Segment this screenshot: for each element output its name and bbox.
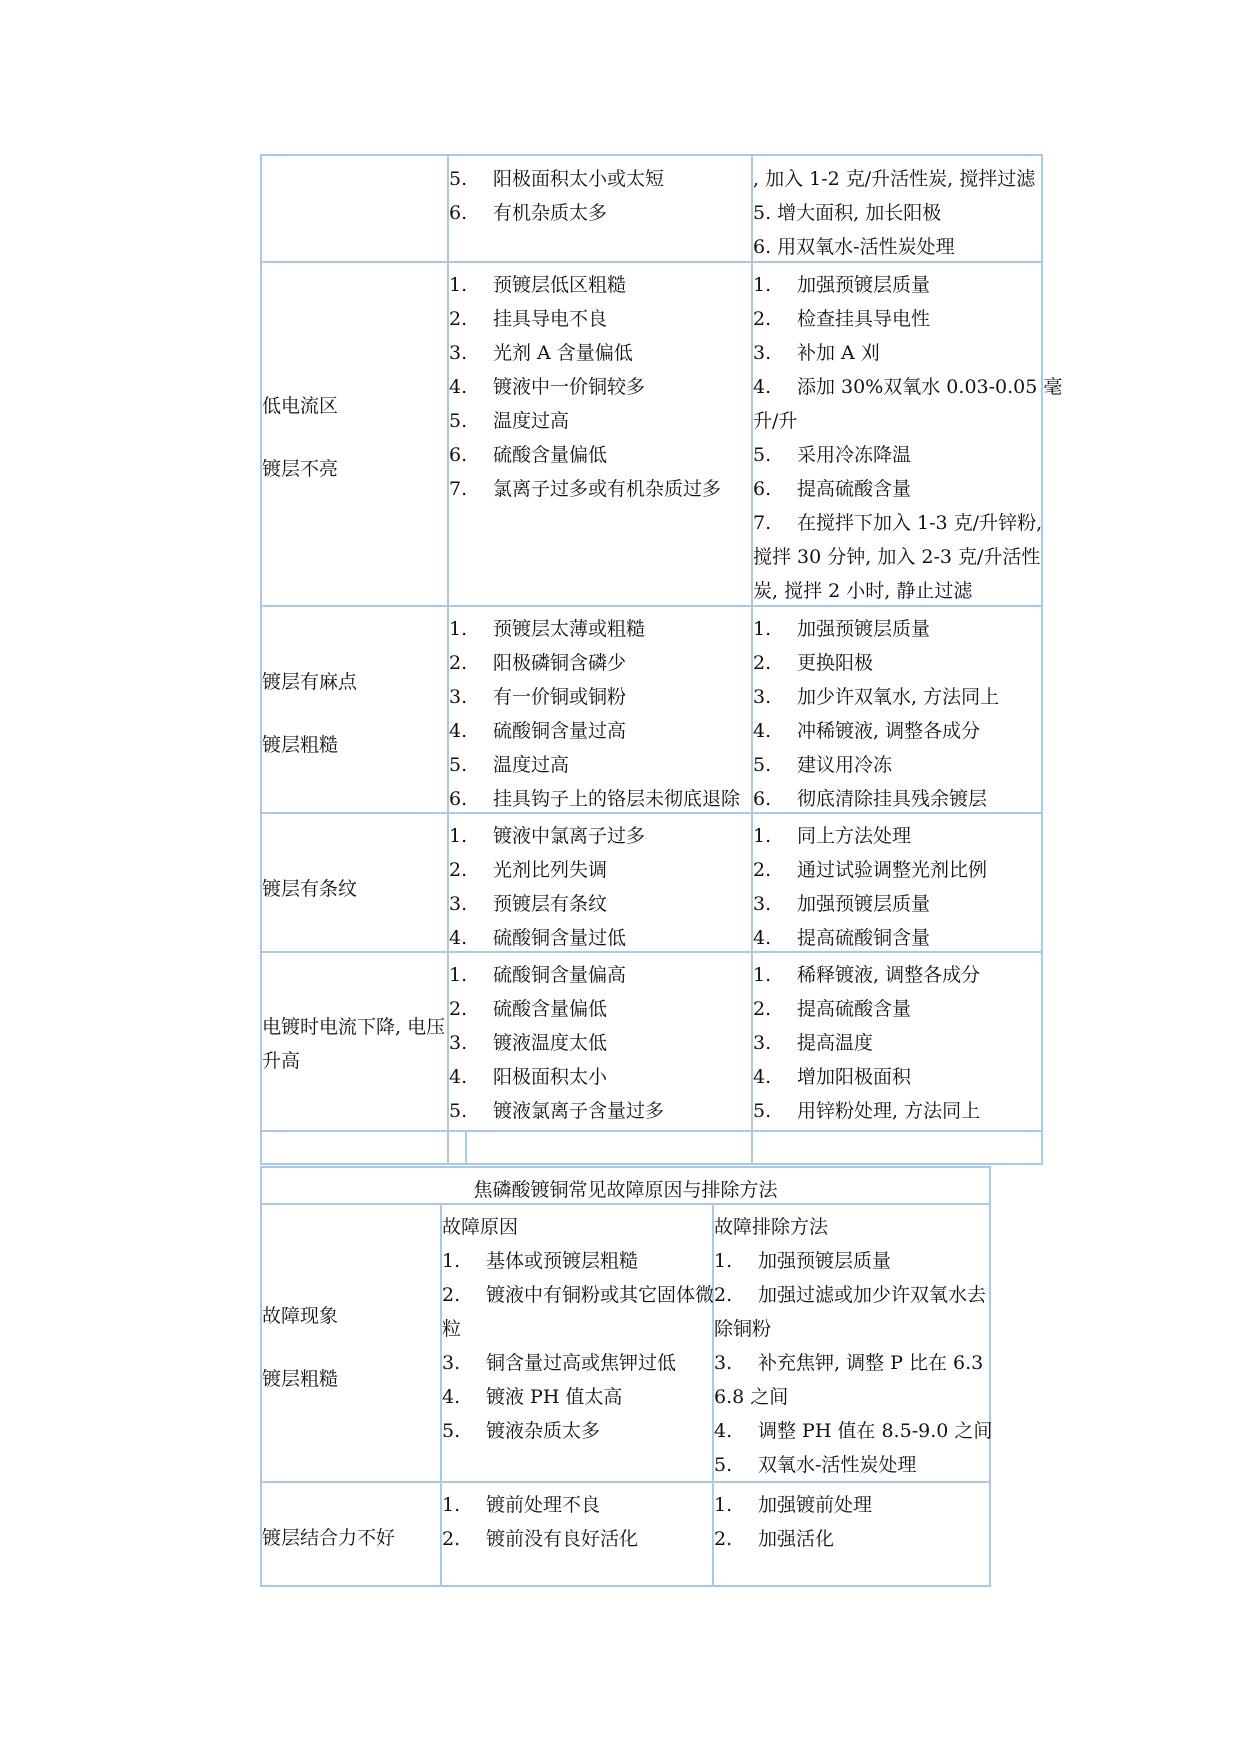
table2-header-causes: 故障原因 bbox=[442, 1216, 519, 1238]
remedy-line: 5. 双氧水-活性炭处理 bbox=[714, 1454, 917, 1476]
cause-line: 3. 预镀层有条纹 bbox=[449, 893, 608, 915]
table1-row2-causes bbox=[449, 612, 740, 816]
remedy-line: 2. 加强过滤或加少许双氧水去 bbox=[714, 1284, 987, 1306]
table1-row4-remedies bbox=[753, 958, 980, 1128]
table1-row0-causes bbox=[449, 162, 664, 230]
remedy-line: 5. 用锌粉处理, 方法同上 bbox=[753, 1100, 981, 1122]
table1-row-divider bbox=[260, 1130, 1043, 1132]
table2-row0-remedies bbox=[714, 1244, 992, 1482]
cause-line: 5. 温度过高 bbox=[449, 754, 570, 776]
remedy-line: 4. 添加 30%双氧水 0.03-0.05 毫 bbox=[753, 376, 1063, 398]
cause-line: 1. 镀前处理不良 bbox=[442, 1494, 601, 1516]
cause-line: 2. 光剂比列失调 bbox=[449, 859, 608, 881]
table2-title: 焦磷酸镀铜常见故障原因与排除方法 bbox=[473, 1179, 778, 1201]
remedy-line: 6.8 之间 bbox=[714, 1386, 789, 1408]
cause-line: 1. 基体或预镀层粗糙 bbox=[442, 1250, 639, 1272]
remedy-line: 2. 检查挂具导电性 bbox=[753, 308, 931, 330]
remedy-line: 5. 采用冷冻降温 bbox=[753, 444, 912, 466]
cause-line: 4. 阳极面积太小 bbox=[449, 1066, 608, 1088]
cause-line: 4. 镀液中一价铜较多 bbox=[449, 376, 646, 398]
remedy-line: 2. 更换阳极 bbox=[753, 652, 874, 674]
table1-row4-causes bbox=[449, 958, 664, 1128]
cause-line: 5. 镀液杂质太多 bbox=[442, 1420, 601, 1442]
remedy-line: , 加入 1-2 克/升活性炭, 搅拌过滤 bbox=[753, 168, 1036, 190]
cause-line: 6. 有机杂质太多 bbox=[449, 202, 608, 224]
remedy-line: 除铜粉 bbox=[714, 1318, 772, 1340]
remedy-line: 4. 调整 PH 值在 8.5-9.0 之间 bbox=[714, 1420, 993, 1442]
remedy-line: 5. 增大面积, 加长阳极 bbox=[753, 202, 942, 224]
table1-row3-causes bbox=[449, 819, 645, 955]
cause-line: 3. 光剂 A 含量偏低 bbox=[449, 342, 633, 364]
table1-row2-symptom-1: 镀层有麻点 bbox=[262, 671, 358, 693]
cause-line: 6. 硫酸含量偏低 bbox=[449, 444, 608, 466]
table1-row1-symptom-2: 镀层不亮 bbox=[262, 458, 339, 480]
remedy-line: 1. 同上方法处理 bbox=[753, 825, 912, 847]
remedy-line: 2. 加强活化 bbox=[714, 1528, 835, 1550]
remedy-line: 炭, 搅拌 2 小时, 静止过滤 bbox=[753, 580, 973, 602]
cause-line: 4. 镀液 PH 值太高 bbox=[442, 1386, 623, 1408]
remedy-line: 4. 提高硫酸铜含量 bbox=[753, 927, 931, 949]
cause-line: 粒 bbox=[442, 1318, 462, 1340]
table2-row0-symptom-2: 镀层粗糙 bbox=[262, 1368, 339, 1390]
remedy-line: 4. 增加阳极面积 bbox=[753, 1066, 912, 1088]
table1-row2-symptom-2: 镀层粗糙 bbox=[262, 734, 339, 756]
remedy-line: 7. 在搅拌下加入 1-3 克/升锌粉, bbox=[753, 512, 1043, 534]
remedy-line: 1. 加强预镀层质量 bbox=[753, 618, 931, 640]
table1-row0-remedies bbox=[753, 162, 1035, 264]
table2-row1-symptom: 镀层结合力不好 bbox=[262, 1527, 396, 1549]
table1-row1-symptom-1: 低电流区 bbox=[262, 395, 339, 417]
remedy-line: 4. 冲稀镀液, 调整各成分 bbox=[753, 720, 981, 742]
cause-line: 7. 氯离子过多或有机杂质过多 bbox=[449, 478, 722, 500]
cause-line: 3. 镀液温度太低 bbox=[449, 1032, 608, 1054]
cause-line: 1. 硫酸铜含量偏高 bbox=[449, 964, 627, 986]
table1-row1-remedies bbox=[753, 268, 1062, 608]
table2-row0-causes bbox=[442, 1244, 714, 1448]
table1-row3-symptom: 镀层有条纹 bbox=[262, 878, 358, 900]
remedy-line: 1. 加强镀前处理 bbox=[714, 1494, 873, 1516]
remedy-line: 3. 补加 A 刈 bbox=[753, 342, 880, 364]
cause-line: 3. 有一价铜或铜粉 bbox=[449, 686, 627, 708]
remedy-line: 6. 彻底清除挂具残余镀层 bbox=[753, 788, 988, 810]
cause-line: 5. 温度过高 bbox=[449, 410, 570, 432]
cause-line: 6. 挂具钩子上的铬层未彻底退除 bbox=[449, 788, 741, 810]
remedy-line: 1. 加强预镀层质量 bbox=[753, 274, 931, 296]
remedy-line: 3. 提高温度 bbox=[753, 1032, 874, 1054]
table2-row1-remedies bbox=[714, 1488, 872, 1556]
table1-row2-remedies bbox=[753, 612, 999, 816]
cause-line: 2. 阳极磷铜含磷少 bbox=[449, 652, 627, 674]
table2-row1-causes bbox=[442, 1488, 638, 1556]
table1-row1-causes bbox=[449, 268, 721, 506]
remedy-line: 2. 通过试验调整光剂比例 bbox=[753, 859, 988, 881]
table2-header-remedies: 故障排除方法 bbox=[714, 1216, 829, 1238]
cause-line: 1. 镀液中氯离子过多 bbox=[449, 825, 646, 847]
remedy-line: 1. 稀释镀液, 调整各成分 bbox=[753, 964, 981, 986]
cause-line: 2. 镀前没有良好活化 bbox=[442, 1528, 639, 1550]
cause-line: 2. 硫酸含量偏低 bbox=[449, 998, 608, 1020]
remedy-line: 5. 建议用冷冻 bbox=[753, 754, 893, 776]
cause-line: 1. 预镀层低区粗糙 bbox=[449, 274, 627, 296]
remedy-line: 6. 用双氧水-活性炭处理 bbox=[753, 236, 955, 258]
cause-line: 2. 挂具导电不良 bbox=[449, 308, 608, 330]
cause-line: 1. 预镀层太薄或粗糙 bbox=[449, 618, 646, 640]
table1-footer-divider bbox=[465, 1130, 467, 1165]
cause-line: 2. 镀液中有铜粉或其它固体微 bbox=[442, 1284, 715, 1306]
cause-line: 4. 硫酸铜含量过低 bbox=[449, 927, 627, 949]
remedy-line: 1. 加强预镀层质量 bbox=[714, 1250, 892, 1272]
remedy-line: 3. 补充焦钾, 调整 P 比在 6.3 bbox=[714, 1352, 984, 1374]
table1-row4-symptom-1: 电镀时电流下降, 电压 bbox=[262, 1016, 446, 1038]
table2-row0-symptom-1: 故障现象 bbox=[262, 1305, 339, 1327]
remedy-line: 搅拌 30 分钟, 加入 2-3 克/升活性 bbox=[753, 546, 1041, 568]
table1-row3-remedies bbox=[753, 819, 987, 955]
table1-row4-symptom-2: 升高 bbox=[262, 1050, 301, 1072]
remedy-line: 3. 加少许双氧水, 方法同上 bbox=[753, 686, 1000, 708]
remedy-line: 3. 加强预镀层质量 bbox=[753, 893, 931, 915]
remedy-line: 6. 提高硫酸含量 bbox=[753, 478, 912, 500]
cause-line: 4. 硫酸铜含量过高 bbox=[449, 720, 627, 742]
remedy-line: 升/升 bbox=[753, 410, 798, 432]
cause-line: 3. 铜含量过高或焦钾过低 bbox=[442, 1352, 677, 1374]
cause-line: 5. 阳极面积太小或太短 bbox=[449, 168, 665, 190]
cause-line: 5. 镀液氯离子含量过多 bbox=[449, 1100, 665, 1122]
remedy-line: 2. 提高硫酸含量 bbox=[753, 998, 912, 1020]
